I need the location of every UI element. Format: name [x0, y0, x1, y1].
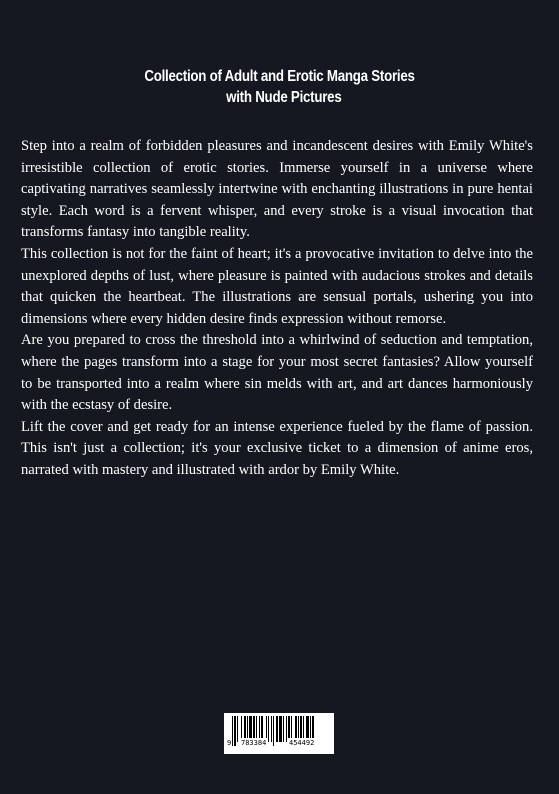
- blurb-paragraph-3: Are you prepared to cross the threshold into a whirlwind of seduction and temptation, where the pages transform into a stage for your most secret fantasies? Allow yourself to be transported into a realm where sin melds with art, and art dances harmoniously with the ecstasy of desire.: [21, 332, 533, 414]
- title-line-1: Collection of Adult and Erotic Manga Stories: [144, 68, 415, 85]
- blurb-paragraph-1: Step into a realm of forbidden pleasures and incandescent desires with Emily White's irresistible collection of erotic stories. Immerse yourself in a universe where captivating narratives seamlessly intertwine with enchanting illustrations in pure hentai style. Each word is a fervent whisper, and every stroke is a visual invocation that transforms fantasy into tangible reality.: [21, 138, 533, 241]
- title-line-2: with Nude Pictures: [226, 89, 342, 106]
- blurb-paragraph-2: This collection is not for the faint of heart; it's a provocative invitation to delve into the unexplored depths of lust, where pleasure is painted with audacious strokes and details that quicken the heartbeat. The illustrations are sensual portals, ushering you into dimensions where every hidden desire finds expression without remorse.: [21, 245, 533, 327]
- barcode-first-digit: 9: [227, 739, 232, 747]
- cover-title: [39, 66, 520, 108]
- barcode-left-group: 783384: [241, 739, 267, 747]
- barcode-right-group: 454492: [289, 739, 315, 747]
- isbn-barcode: [224, 713, 334, 754]
- blurb-text: [21, 136, 533, 482]
- blurb-paragraph-4: Lift the cover and get ready for an intense experience fueled by the flame of passion. This isn't just a collection; it's your exclusive ticket to a dimension of anime eros, narrated with mastery and illustrated with ardor by Emily White.: [21, 418, 533, 478]
- barcode-digits: [224, 738, 334, 750]
